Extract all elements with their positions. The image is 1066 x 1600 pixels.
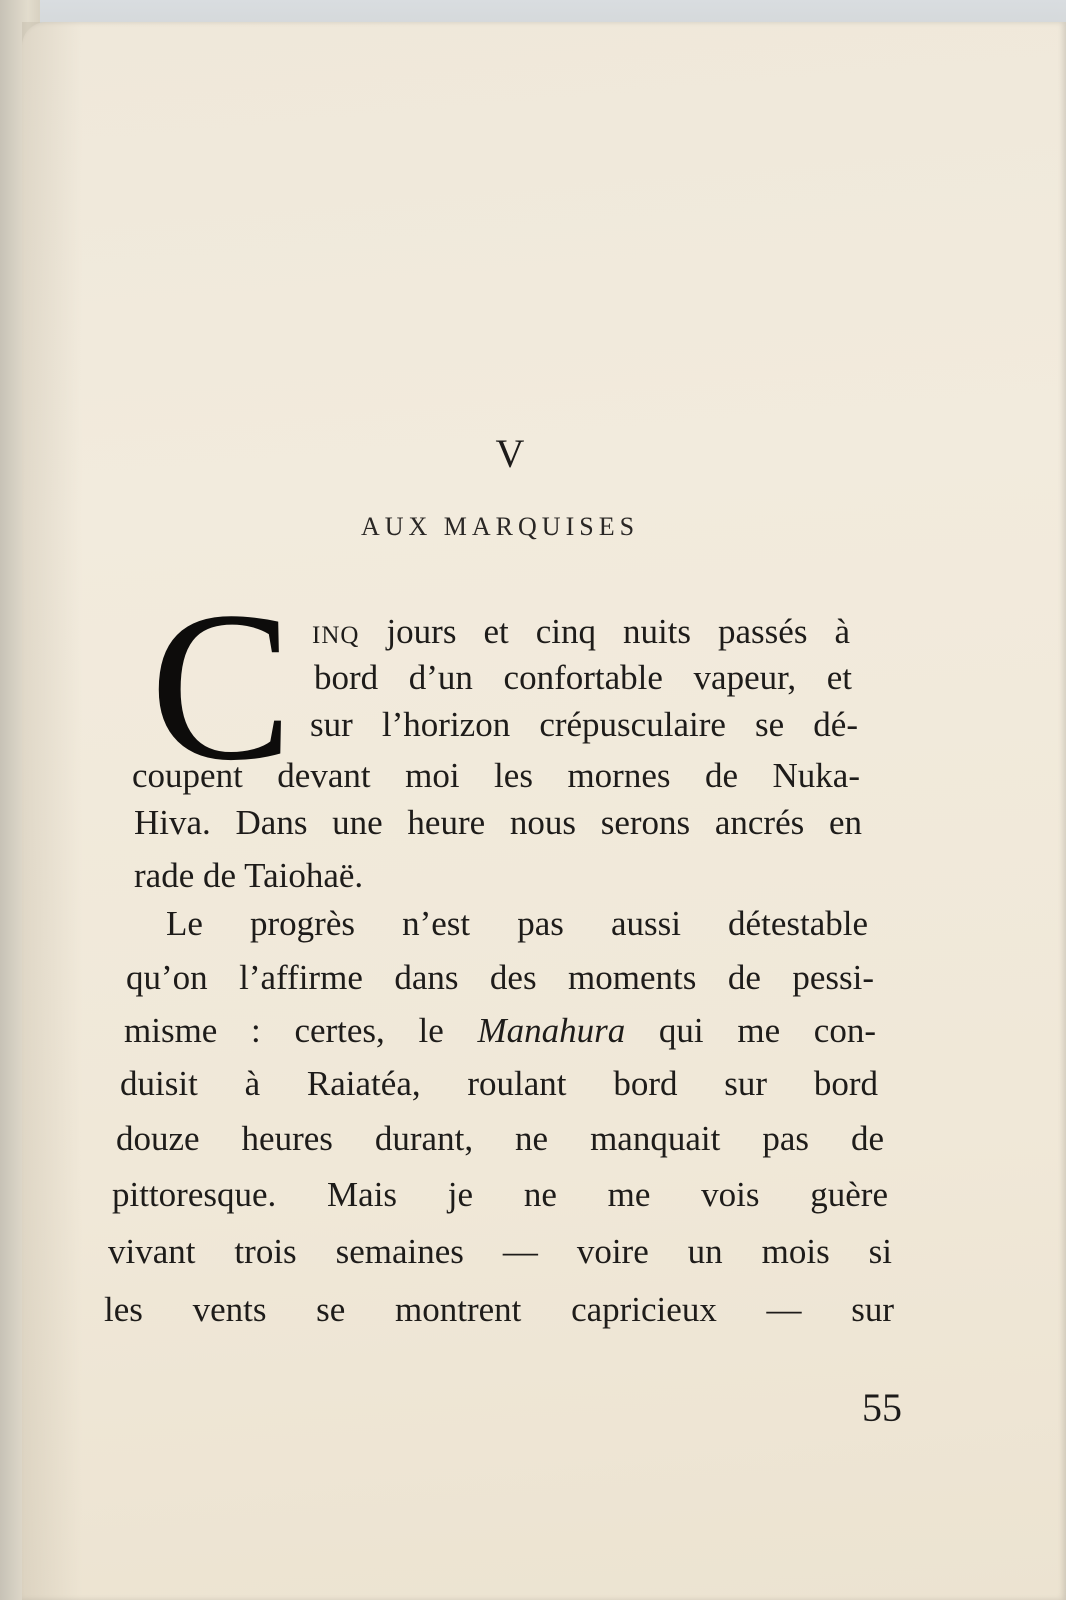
paragraph-2-line-3 (124, 1011, 876, 1051)
paragraph-1-line-1-text: jours et cinq nuits passés à (359, 612, 850, 651)
paragraph-1-line-6: rade de Taiohaë. (134, 856, 364, 895)
paragraph-2-line-1: Le progrès n’est pas aussi détestable (166, 904, 868, 943)
paragraph-1-line-4: coupent devant moi les mornes de Nuka- (132, 756, 860, 795)
chapter-title: AUX MARQUISES (360, 512, 640, 541)
paragraph-2-line-5: douze heures durant, ne manquait pas de (116, 1119, 884, 1158)
paragraph-2-line-2: qu’on l’affirme dans des moments de pessi- (126, 958, 874, 997)
paragraph-2-line-4: duisit à Raiatéa, roulant bord sur bord (120, 1064, 878, 1103)
drop-cap-continuation: inq (312, 612, 360, 651)
ship-name-italic: Manahura (477, 1011, 626, 1050)
chapter-number: V (495, 431, 525, 476)
paragraph-1-line-1 (312, 612, 850, 652)
paragraph-2-line-3-end: qui me con- (625, 1011, 876, 1050)
paragraph-1-line-2: bord d’un confortable vapeur, et (314, 658, 852, 697)
paragraph-1-line-3: sur l’horizon crépusculaire se dé- (310, 705, 858, 744)
paragraph-2-line-7: vivant trois semaines — voire un mois si (108, 1232, 892, 1271)
paragraph-2-line-6: pittoresque. Mais je ne me vois guère (112, 1175, 888, 1214)
paragraph-2-line-3-start: misme : certes, le (124, 1011, 478, 1050)
paragraph-1-line-5: Hiva. Dans une heure nous serons ancrés en (134, 803, 862, 842)
page-number: 55 (862, 1385, 902, 1430)
drop-cap-letter: C (150, 568, 293, 805)
paragraph-2-line-8: les vents se montrent capricieux — sur (104, 1290, 894, 1329)
